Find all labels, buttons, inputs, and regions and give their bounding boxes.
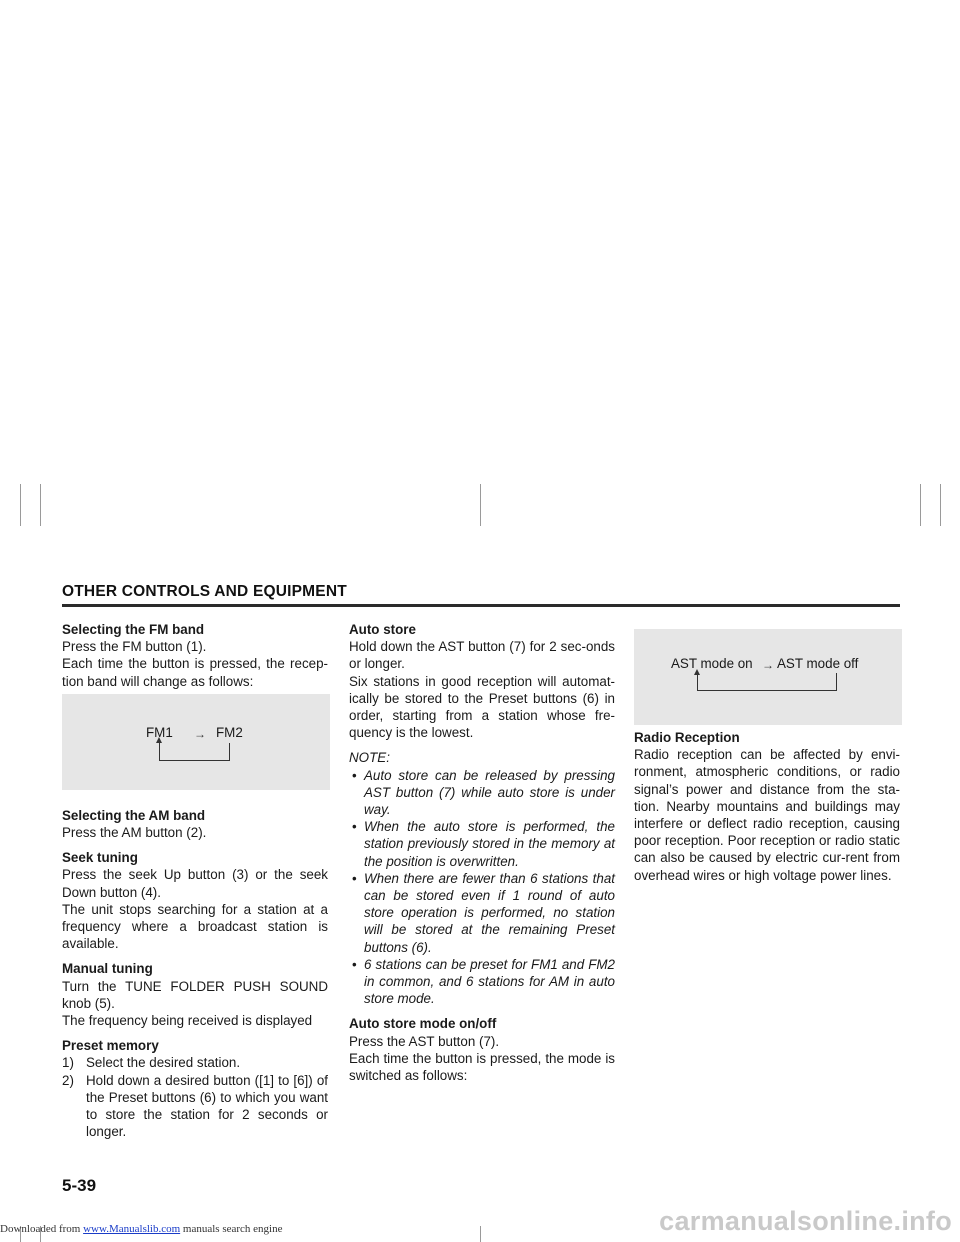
am-band-text: Press the AM button (2).	[62, 825, 207, 841]
note-item: • When there are fewer than 6 stations that can be stored even if 1 round of auto store operation is performed, no station will be stored at the remaining Preset buttons (6).	[349, 870, 615, 956]
ast-off-label: AST mode off	[777, 656, 859, 671]
page-number: 5-39	[62, 1176, 97, 1195]
note-item: • When the auto store is performed, the station previously stored in the memory at the position is overwritten.	[349, 818, 615, 870]
manual-heading: Manual tuning	[62, 961, 153, 977]
preset-heading: Preset memory	[62, 1038, 159, 1054]
arrow-right-icon: →	[194, 727, 206, 741]
manual-text-1: Turn the TUNE FOLDER PUSH SOUND knob (5).	[62, 978, 328, 1011]
crop-mark	[480, 484, 481, 526]
preset-step: 1) Select the desired station.	[62, 1055, 241, 1071]
note-list	[349, 767, 615, 1008]
fm-band-text-2: Each time the button is pressed, the recep-tion band will change as follows:	[62, 656, 328, 689]
note-label: NOTE:	[349, 750, 390, 766]
ast-mode-heading: Auto store mode on/off	[349, 1016, 497, 1032]
crop-mark	[40, 484, 41, 526]
column-3	[634, 729, 900, 892]
seek-text-1: Press the seek Up button (3) or the seek Down button (4).	[62, 867, 328, 900]
manualslib-link[interactable]: www.Manualslib.com	[83, 1223, 181, 1235]
fm-band-diagram	[62, 694, 330, 790]
arrow-right-icon: →	[762, 658, 774, 672]
am-band-heading: Selecting the AM band	[62, 807, 206, 823]
seek-heading: Seek tuning	[62, 850, 138, 866]
ast-mode-text-2: Each time the button is pressed, the mode is switched as follows:	[349, 1050, 615, 1084]
crop-mark	[480, 1226, 481, 1242]
fm-band-heading: Selecting the FM band	[62, 622, 205, 637]
column-2	[349, 621, 615, 1092]
preset-step: 2) Hold down a desired button ([1] to [6]) of the Preset buttons (6) to which you want to store the station for 2 seconds or longer.	[62, 1072, 328, 1140]
fm2-label: FM2	[216, 725, 243, 740]
ast-mode-diagram	[634, 629, 902, 725]
seek-text-2: The unit stops searching for a station at a frequency where a broadcast station is available.	[62, 901, 328, 952]
radio-reception-heading: Radio Reception	[634, 730, 740, 745]
note-item: • 6 stations can be preset for FM1 and FM2 in common, and 6 stations for AM in auto store mode.	[349, 956, 615, 1008]
crop-mark	[920, 484, 921, 526]
manual-text-2: The frequency being received is displayed	[62, 1013, 313, 1029]
fm1-label: FM1	[146, 725, 173, 740]
download-footer: Downloaded from www.Manualslib.com manuals search engine	[0, 1223, 283, 1235]
section-title: OTHER CONTROLS AND EQUIPMENT	[62, 583, 347, 600]
header-rule	[62, 604, 900, 607]
note-item: • Auto store can be released by pressing AST button (7) while auto store is under way.	[349, 767, 615, 819]
preset-steps	[62, 1054, 328, 1140]
crop-mark	[940, 484, 941, 526]
watermark: carmanualsonline.info	[659, 1206, 952, 1236]
auto-store-heading: Auto store	[349, 622, 416, 637]
radio-reception-text: Radio reception can be affected by envi-ronment, atmospheric conditions, or radio signal’s power and distance from the sta-tion. Nearby mountains and buildings may interfere or deflect radio reception, causing poor reception. Poor reception or radio static can also be caused by electric cur-rent from overhead wires or high voltage power lines.	[634, 747, 900, 883]
ast-on-label: AST mode on	[671, 656, 753, 671]
ast-mode-text-1: Press the AST button (7).	[349, 1033, 500, 1049]
fm-band-text-1: Press the FM button (1).	[62, 639, 207, 655]
auto-store-text-1: Hold down the AST button (7) for 2 sec-onds or longer.	[349, 639, 615, 672]
auto-store-text-2: Six stations in good reception will automat-ically be stored to the Preset buttons (6) in order, starting from a station whose fre-quency is the lowest.	[349, 673, 615, 741]
crop-mark	[20, 484, 21, 526]
